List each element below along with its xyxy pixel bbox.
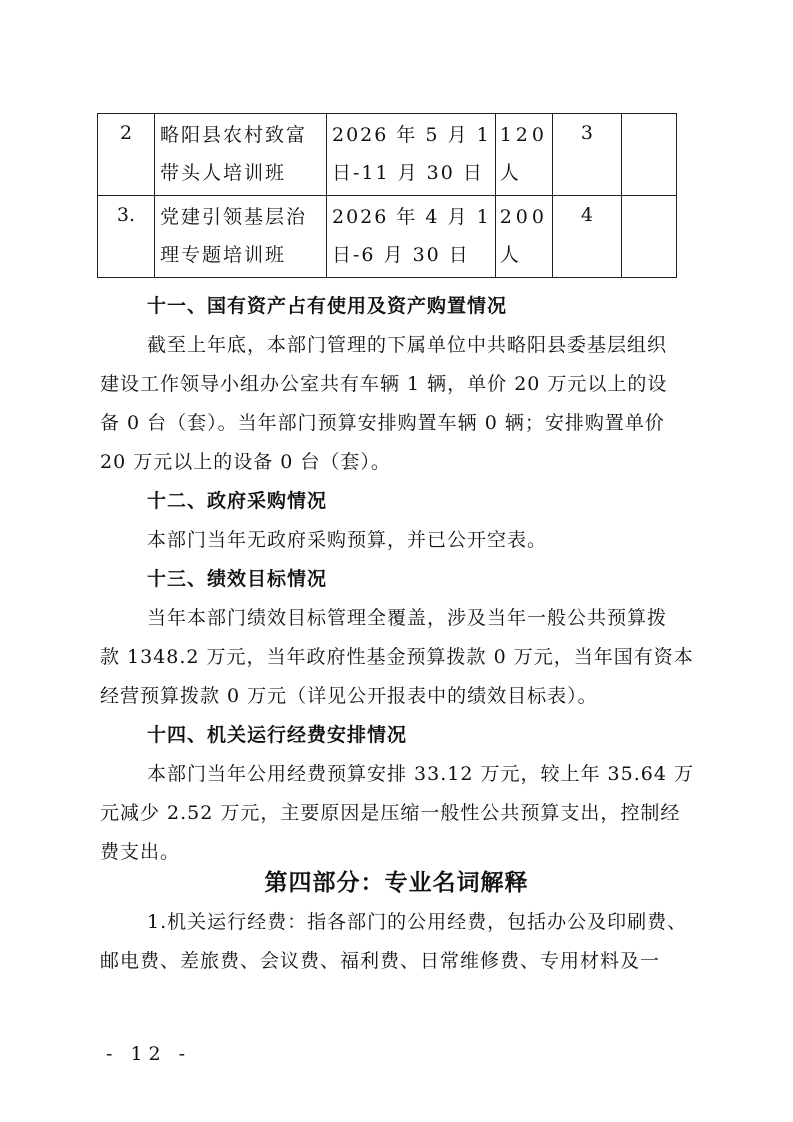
row-number: 3. xyxy=(98,196,155,278)
paragraph-line: 元减少 2.52 万元，主要原因是压缩一般性公共预算支出，控制经 xyxy=(100,802,681,824)
paragraph-line: 20 万元以上的设备 0 台（套）。 xyxy=(100,451,391,473)
paragraph-line: 本部门当年公用经费预算安排 33.12 万元，较上年 35.64 万 xyxy=(147,763,694,785)
paragraph-line: 当年本部门绩效目标管理全覆盖，涉及当年一般公共预算拨 xyxy=(147,607,668,629)
section-heading-11: 十一、国有资产占有使用及资产购置情况 xyxy=(147,295,508,317)
count-cell: 200 人 xyxy=(495,196,552,278)
paragraph-line: 截至上年底，本部门管理的下属单位中共略阳县委基层组织 xyxy=(147,334,668,356)
classes-cell: 4 xyxy=(552,196,621,278)
time-cell: 2026 年 4 月 1 日-6 月 30 日 xyxy=(327,196,496,278)
part-title: 第四部分：专业名词解释 xyxy=(264,869,529,896)
count-cell: 120 人 xyxy=(495,114,552,196)
paragraph-line: 款 1348.2 万元，当年政府性基金预算拨款 0 万元，当年国有资本 xyxy=(100,646,694,668)
paragraph-line: 经营预算拨款 0 万元（详见公开报表中的绩效目标表）。 xyxy=(100,685,598,707)
extra-cell xyxy=(621,114,676,196)
classes-cell: 3 xyxy=(552,114,621,196)
section-heading-12: 十二、政府采购情况 xyxy=(147,490,328,512)
class-name-cell: 略阳县农村致富 带头人培训班 xyxy=(155,114,327,196)
table-row xyxy=(98,114,677,196)
training-table xyxy=(97,113,677,278)
section-heading-14: 十四、机关运行经费安排情况 xyxy=(147,724,408,746)
section-heading-13: 十三、绩效目标情况 xyxy=(147,568,328,590)
paragraph-line: 1.机关运行经费：指各部门的公用经费，包括办公及印刷费、 xyxy=(147,911,688,933)
row-number: 2 xyxy=(98,114,155,196)
page-number: - 12 - xyxy=(106,1043,192,1065)
table-row xyxy=(98,196,677,278)
paragraph-line: 建设工作领导小组办公室共有车辆 1 辆，单价 20 万元以上的设 xyxy=(100,373,668,395)
paragraph-line: 邮电费、差旅费、会议费、福利费、日常维修费、专用材料及一 xyxy=(100,950,661,972)
class-name-cell: 党建引领基层治 理专题培训班 xyxy=(155,196,327,278)
paragraph-line: 费支出。 xyxy=(100,841,181,863)
time-cell: 2026 年 5 月 1 日-11 月 30 日 xyxy=(327,114,496,196)
paragraph-line: 备 0 台（套）。当年部门预算安排购置车辆 0 辆；安排购置单价 xyxy=(100,412,665,434)
paragraph-line: 本部门当年无政府采购预算，并已公开空表。 xyxy=(147,529,548,551)
extra-cell xyxy=(621,196,676,278)
